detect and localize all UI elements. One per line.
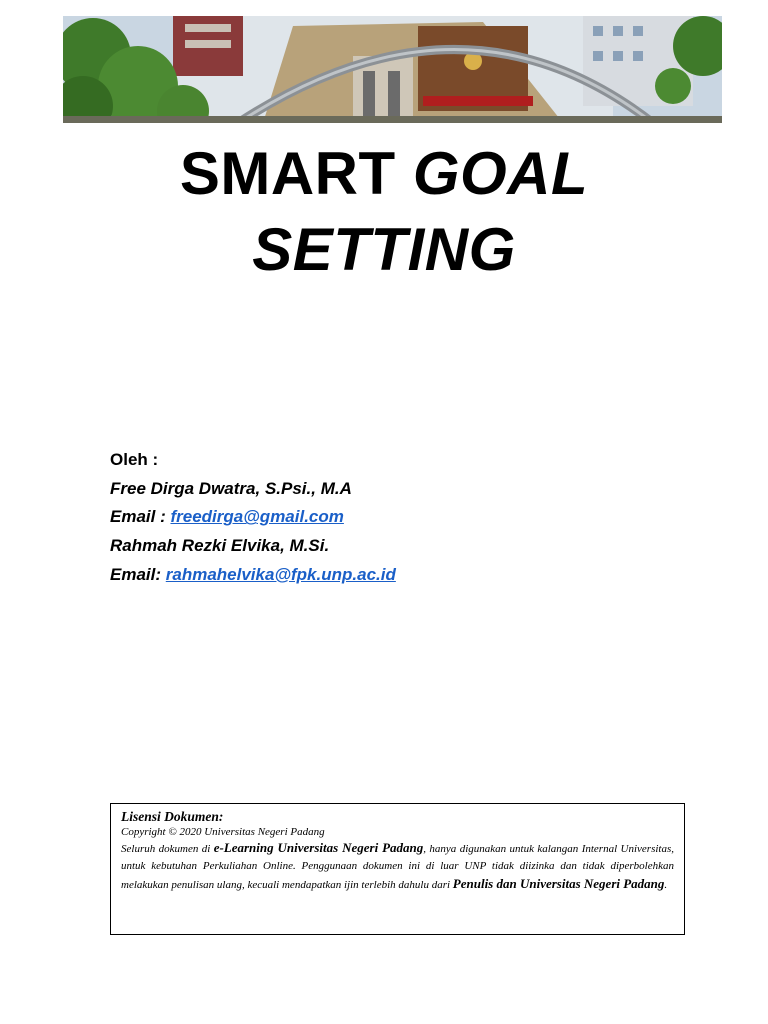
author-2-email-line: [110, 561, 396, 590]
by-label: Oleh :: [110, 450, 159, 469]
license-strong-author: Penulis dan Universitas Negeri Padang: [452, 876, 665, 891]
license-heading: Lisensi Dokumen:: [121, 809, 224, 824]
author-2-email-label: Email:: [110, 564, 162, 584]
authors-section: [110, 446, 396, 589]
title-word-smart: SMART: [179, 140, 396, 207]
title-word-setting: SETTING: [252, 216, 516, 283]
license-text-part-2: , hanya digunakan untuk kalangan Internal Universitas, untuk kebutuhan Perkuliahan Online. Penggunaan dokumen ini di luar UNP tidak diizinka dan tidak diperbolehkan melakukan penulisan ulang, kecuali mendapatkan ijin terlebih dahulu dari: [121, 843, 675, 891]
author-2-name: Rahmah Rezki Elvika, M.Si.: [110, 536, 330, 556]
author-1-email-label: Email :: [110, 507, 166, 527]
author-1-email-link[interactable]: freedirga@gmail.com: [170, 507, 344, 527]
author-1-name: Free Dirga Dwatra, S.Psi., M.A: [110, 478, 352, 498]
author-1-email-line: [110, 503, 396, 532]
license-copyright: Copyright © 2020 Universitas Negeri Padang: [121, 826, 325, 838]
document-title: [0, 136, 768, 288]
license-text-part-1: Seluruh dokumen di: [121, 843, 211, 855]
license-text-part-3: .: [664, 879, 668, 891]
title-word-goal: GOAL: [412, 140, 589, 207]
license-strong-elearning: e-Learning Universitas Negeri Padang: [213, 840, 424, 855]
license-text: [121, 839, 674, 894]
header-banner-image: [63, 16, 722, 123]
campus-building-illustration: [63, 16, 722, 123]
author-2-email-link[interactable]: rahmahelvika@fpk.unp.ac.id: [165, 564, 396, 584]
license-box: [110, 803, 685, 935]
title-line-1: [0, 136, 768, 212]
